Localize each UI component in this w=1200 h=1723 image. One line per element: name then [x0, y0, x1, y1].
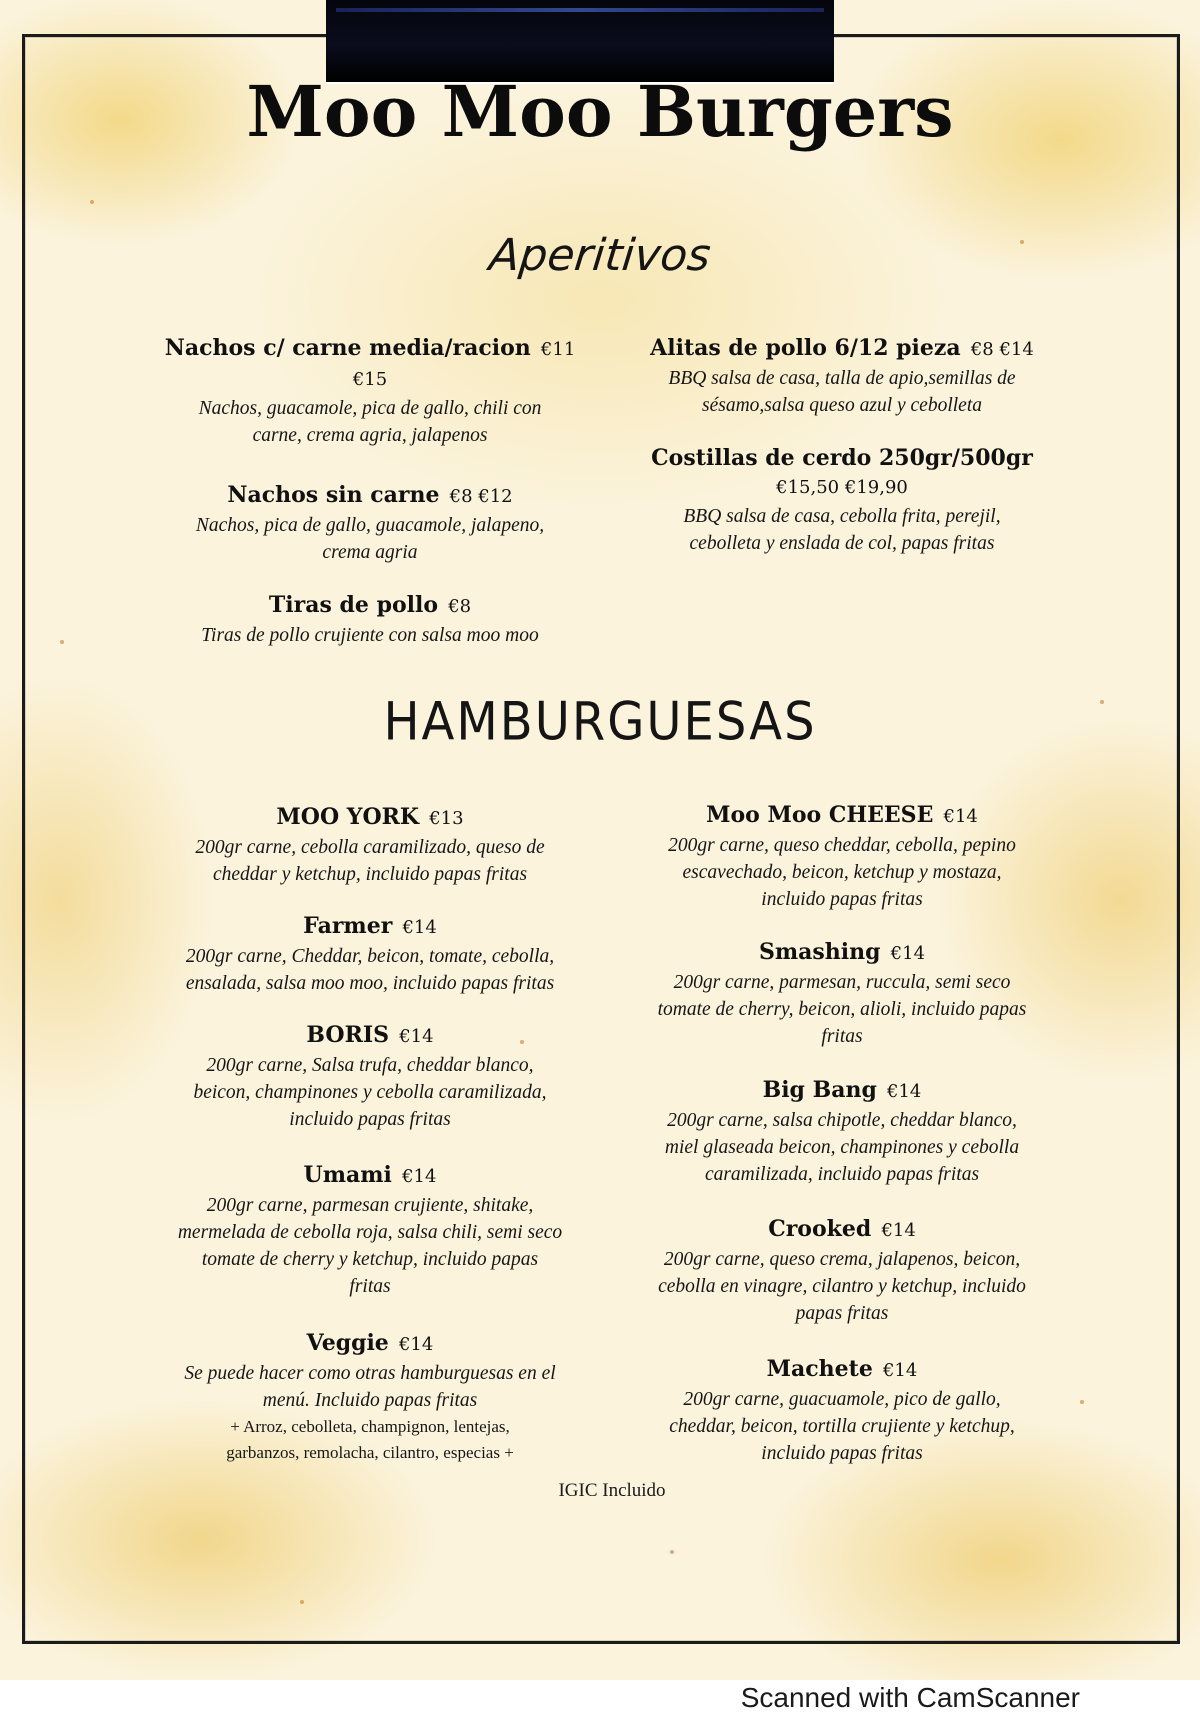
item-name: Farmer: [303, 913, 393, 939]
item-name: Umami: [303, 1162, 392, 1188]
menu-item-costillas-de-cerdo: [632, 443, 1052, 557]
item-desc-line: 200gr carne, queso cheddar, cebolla, pepino: [668, 835, 1016, 856]
menu-title: Moo Moo Burgers: [246, 70, 954, 153]
item-desc-line: menú. Incluido papas fritas: [262, 1390, 478, 1411]
item-desc-line: 200gr carne, parmesan, ruccula, semi seco: [673, 972, 1011, 993]
paper-speck: [300, 1600, 304, 1604]
item-price: €14: [882, 1360, 918, 1381]
paper-speck: [1100, 700, 1104, 704]
paper-speck: [1080, 1400, 1084, 1404]
item-desc-line: fritas: [821, 1026, 863, 1047]
item-desc-line: crema agria: [322, 542, 418, 563]
item-name: Machete: [766, 1356, 873, 1382]
item-desc-line: sésamo,salsa queso azul y cebolleta: [701, 395, 982, 416]
item-desc-line: Se puede hacer como otras hamburguesas en el: [184, 1363, 556, 1384]
item-price: €8: [448, 596, 472, 617]
paper-speck: [90, 200, 94, 204]
item-price: €14: [402, 1166, 437, 1187]
paper-speck: [1020, 240, 1024, 244]
menu-item-nachos-sin-carne: [160, 480, 580, 566]
menu-item-big-bang: [632, 1075, 1052, 1188]
item-name: Veggie: [306, 1330, 389, 1356]
item-name: MOO YORK: [276, 804, 420, 830]
item-desc-line: incluido papas fritas: [761, 1443, 923, 1464]
item-name: Nachos c/ carne media/racion: [164, 335, 531, 361]
item-extra-line: + Arroz, cebolleta, champignon, lentejas,: [230, 1417, 510, 1436]
item-desc-line: 200gr carne, guacuamole, pico de gallo,: [683, 1389, 1001, 1410]
item-desc-line: miel glaseada beicon, champinones y cebolla: [664, 1137, 1020, 1158]
item-desc-line: BBQ salsa de casa, talla de apio,semillas de: [668, 368, 1016, 389]
tax-note: IGIC Incluido: [558, 1480, 666, 1501]
item-desc-line: Tiras de pollo crujiente con salsa moo moo: [201, 625, 539, 646]
item-desc-line: Nachos, pica de gallo, guacamole, jalapeno,: [195, 515, 545, 536]
menu-item-crooked: [632, 1214, 1052, 1327]
item-desc-line: fritas: [349, 1276, 391, 1297]
item-name: Smashing: [758, 939, 881, 965]
item-name: Moo Moo CHEESE: [706, 802, 934, 828]
item-price: €14: [398, 1334, 434, 1355]
item-name: Big Bang: [762, 1077, 877, 1103]
item-desc-line: 200gr carne, Salsa trufa, cheddar blanco,: [206, 1055, 534, 1076]
section-title-hamburguesas: HAMBURGUESAS: [383, 691, 817, 753]
menu-item-farmer: [160, 911, 580, 997]
item-name: Crooked: [768, 1216, 872, 1242]
item-extra-line: garbanzos, remolacha, cilantro, especias +: [226, 1443, 514, 1462]
item-desc-line: tomate de cherry y ketchup, incluido papas: [201, 1249, 539, 1270]
item-name: Tiras de pollo: [268, 592, 439, 618]
menu-item-alitas-de-pollo: [632, 333, 1052, 419]
item-price-line2: €15: [352, 369, 388, 390]
item-desc-line: BBQ salsa de casa, cebolla frita, perejil,: [683, 506, 1001, 527]
item-desc-line: 200gr carne, cebolla caramilizado, queso de: [195, 837, 545, 858]
item-price-line2: €15,50 €19,90: [776, 477, 908, 498]
item-desc-line: 200gr carne, salsa chipotle, cheddar blanco,: [667, 1110, 1017, 1131]
item-desc-line: 200gr carne, Cheddar, beicon, tomate, cebolla,: [185, 946, 555, 967]
item-desc-line: cebolla en vinagre, cilantro y ketchup, incluido: [658, 1276, 1026, 1297]
item-desc-line: beicon, champinones y cebolla caramilizada,: [193, 1082, 547, 1103]
item-desc-line: papas fritas: [795, 1303, 889, 1324]
item-desc-line: cebolleta y enslada de col, papas fritas: [689, 533, 995, 554]
item-name: Costillas de cerdo 250gr/500gr: [651, 445, 1033, 471]
item-desc-line: ensalada, salsa moo moo, incluido papas fritas: [185, 973, 555, 994]
item-desc-line: mermelada de cebolla roja, salsa chili, semi seco: [177, 1222, 563, 1243]
menu-item-umami: [160, 1160, 580, 1300]
item-price: €14: [881, 1220, 916, 1241]
item-price: €14: [890, 943, 926, 964]
item-desc-line: escavechado, beicon, ketchup y mostaza,: [682, 862, 1002, 883]
menu-item-tiras-de-pollo: [160, 590, 580, 649]
item-desc-line: tomate de cherry, beicon, alioli, incluido papas: [657, 999, 1027, 1020]
item-name: Alitas de pollo 6/12 pieza: [650, 335, 961, 361]
item-desc-line: caramilizada, incluido papas fritas: [704, 1164, 980, 1185]
item-price: €13: [429, 808, 464, 829]
item-price: €8 €14: [970, 339, 1034, 360]
menu-item-nachos-con-carne: [160, 333, 580, 449]
menu-item-veggie: [160, 1328, 580, 1466]
item-desc-line: cheddar, beicon, tortilla crujiente y ketchup,: [669, 1416, 1015, 1437]
menu-item-moo-york: [160, 802, 580, 888]
menu-item-moo-moo-cheese: [632, 800, 1052, 913]
item-desc-line: incluido papas fritas: [761, 889, 923, 910]
paper-speck: [520, 1040, 524, 1044]
item-desc-line: Nachos, guacamole, pica de gallo, chili con: [198, 398, 542, 419]
menu-item-boris: [160, 1020, 580, 1133]
menu-item-machete: [632, 1354, 1052, 1467]
paper-speck: [60, 640, 64, 644]
item-desc-line: 200gr carne, queso crema, jalapenos, beicon,: [663, 1249, 1021, 1270]
item-desc-line: incluido papas fritas: [289, 1109, 451, 1130]
item-desc-line: carne, crema agria, jalapenos: [252, 425, 488, 446]
item-price: €8 €12: [449, 486, 513, 507]
item-price: €14: [399, 1026, 434, 1047]
item-desc-line: 200gr carne, parmesan crujiente, shitake,: [206, 1195, 534, 1216]
item-price: €14: [943, 806, 978, 827]
menu-item-smashing: [632, 937, 1052, 1050]
scanner-watermark: Scanned with CamScanner: [740, 1682, 1080, 1713]
section-title-aperitivos: Aperitivos: [486, 230, 714, 281]
item-price: €11: [540, 339, 576, 360]
item-price: €14: [887, 1081, 922, 1102]
item-desc-line: cheddar y ketchup, incluido papas fritas: [212, 864, 528, 885]
paper-speck: [670, 1550, 674, 1554]
item-price: €14: [402, 917, 437, 938]
item-name: BORIS: [306, 1022, 390, 1048]
item-name: Nachos sin carne: [227, 482, 440, 508]
